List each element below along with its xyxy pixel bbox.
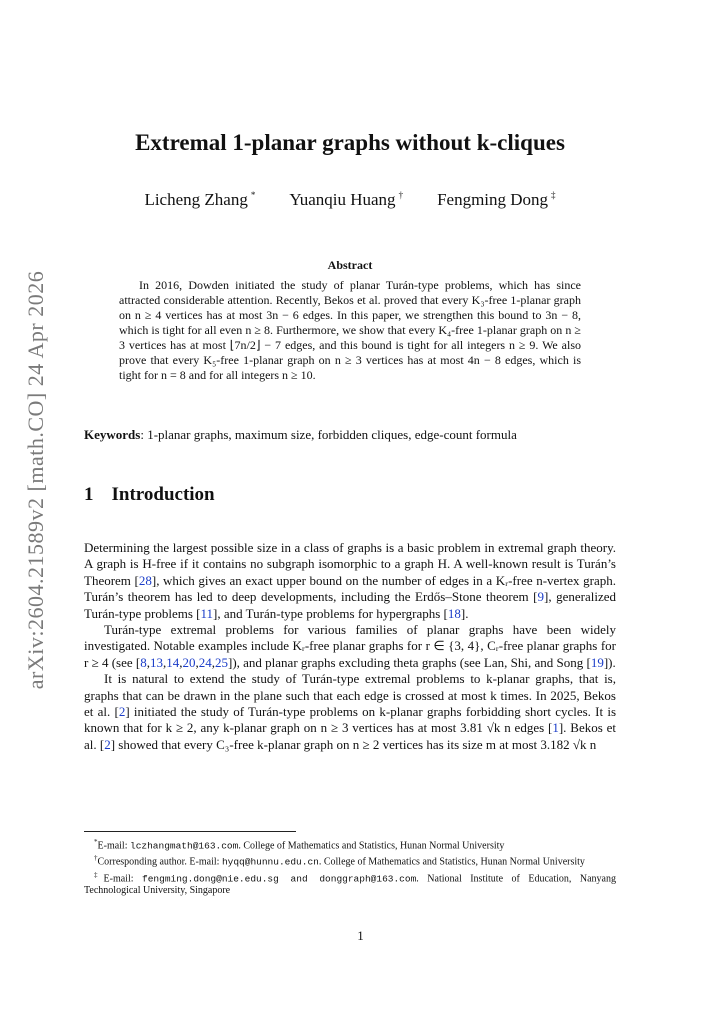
citation-link[interactable]: 19 — [590, 654, 604, 670]
paragraph-text: , — [146, 654, 150, 670]
paragraph-text: ], which gives an exact upper bound on the number of edges in a Kᵣ-free n-vertex graph. Turán’s theorem has led to deep developments, including the Erdős–Stone theorem [ — [84, 572, 616, 605]
footnote-rule — [84, 831, 296, 832]
paragraph-text: Determining the largest possible size in a class of graphs is a basic problem in extremal graph theory. A graph is H-free if it contains no subgraph isomorphic to a graph H. A well-known result is Turán’s Theorem [ — [84, 540, 616, 588]
citation-link[interactable]: 8 — [140, 654, 147, 670]
paragraph-text: , — [195, 654, 199, 670]
citation-link[interactable]: 25 — [214, 654, 228, 670]
paragraph — [84, 622, 616, 671]
paragraph-text: It is natural to extend the study of Turán-type extremal problems to k-planar graphs, that is, graphs that can be drawn in the plane such that each edge is crossed at most k times. In 2025, Bekos et al. [ — [84, 671, 616, 720]
citation-link[interactable]: 2 — [118, 704, 126, 720]
paragraph-text: ], and Turán-type problems for hypergraphs [ — [213, 605, 448, 621]
email-link[interactable]: lczhangmath@163.com — [130, 840, 239, 852]
citation-link[interactable]: 28 — [138, 572, 152, 588]
page-number: 1 — [357, 928, 364, 943]
section-title: Introduction — [111, 484, 215, 505]
citation-link[interactable]: 18 — [447, 605, 461, 621]
arxiv-stamp — [16, 270, 56, 690]
paper-title: Extremal 1-planar graphs without k-cliques — [135, 130, 565, 155]
author: Licheng Zhang * — [144, 190, 256, 209]
introduction-body — [84, 540, 616, 753]
footnote: ‡E-mail: fengming.dong@nie.edu.sg and donggraph@163.com. National Institute of Education, Nanyang Technological University, Singapore — [84, 870, 616, 896]
abstract-heading: Abstract — [327, 258, 373, 272]
citation-link[interactable]: 14 — [166, 654, 180, 670]
abstract-text: In 2016, Dowden initiated the study of planar Turán-type problems, which has since attracted considerable attention. Recently, Bekos et al. proved that every K₃-free 1-planar graph on n ≥ 4 vertices has at most 3n − 6 edges. In this paper, we strengthen this bound to 3n − 8, which is tight for all even n ≥ 8. Furthermore, we show that every K₄-free 1-planar graph on n ≥ 3 vertices has at most ⌊7n/2⌋ − 7 edges, and this bound is tight for all integers n ≥ 9. We also prove that every K₅-free 1-planar graph on n ≥ 3 vertices has at most 4n − 8 edges, which is tight for n = 8 and for all integers n ≥ 10. — [119, 278, 581, 382]
citation-link[interactable]: 24 — [198, 654, 212, 670]
citation-link[interactable]: 9 — [537, 589, 544, 605]
citation-link[interactable]: 20 — [182, 654, 196, 670]
citation-link[interactable]: 2 — [104, 736, 111, 752]
paragraph-text: ] initiated the study of Turán-type problems on k-planar graphs forbidding short cycles. It is known that for k ≥ 2, any k-planar graph on n ≥ 3 vertices has at most 3.81 √k n edges [ — [84, 704, 616, 736]
email-link[interactable]: fengming.dong@nie.edu.sg and donggraph@163.com — [142, 872, 417, 884]
author: Fengming Dong ‡ — [437, 190, 556, 209]
paragraph — [84, 540, 616, 622]
paragraph-text: ]), and planar graphs excluding theta graphs (see Lan, Shi, and Song [ — [227, 654, 591, 670]
paragraph-text: ] showed that every C₃-free k-planar graph on n ≥ 2 vertices has its size m at most 3.182 √k n — [110, 736, 597, 752]
email-link[interactable]: hyqq@hunnu.edu.cn — [221, 856, 319, 868]
citation-link[interactable]: 13 — [149, 654, 163, 670]
citation-link[interactable]: 11 — [200, 605, 214, 621]
footnotes — [84, 836, 616, 897]
paragraph — [84, 671, 616, 753]
author-list — [84, 190, 616, 210]
arxiv-id: arXiv:2604.21589v2 [math.CO] 24 Apr 2026 — [23, 270, 48, 690]
citation-link[interactable]: 1 — [552, 720, 559, 736]
keywords-text: : 1-planar graphs, maximum size, forbidden cliques, edge-count formula — [140, 427, 517, 442]
footnote: *E-mail: lczhangmath@163.com. College of Mathematics and Statistics, Hunan Normal University — [94, 838, 505, 852]
paragraph-text: ], generalized Turán-type problems [ — [84, 589, 617, 621]
section-heading — [84, 484, 215, 506]
keywords — [84, 427, 624, 443]
paragraph-text: ]). — [603, 654, 616, 670]
paragraph-text: ]. — [460, 605, 469, 621]
keywords-label: Keywords — [84, 427, 141, 442]
paragraph-text: , — [179, 654, 183, 670]
paragraph-text: ]. Bekos et al. [ — [84, 720, 617, 752]
footnote: †Corresponding author. E-mail: hyqq@hunnu.edu.cn. College of Mathematics and Statistics, Hunan Normal University — [94, 854, 585, 868]
author: Yuanqiu Huang † — [289, 190, 404, 209]
section-number: 1 — [84, 484, 94, 505]
paragraph-text: , — [211, 654, 215, 670]
paragraph-text: Turán-type extremal problems for various families of planar graphs have been widely investigated. Notable examples include Kᵣ-free planar graphs for r ∈ {3, 4}, Cᵣ-free planar graphs for r ≥ 4 (see [ — [84, 622, 616, 670]
paragraph-text: , — [162, 654, 167, 670]
